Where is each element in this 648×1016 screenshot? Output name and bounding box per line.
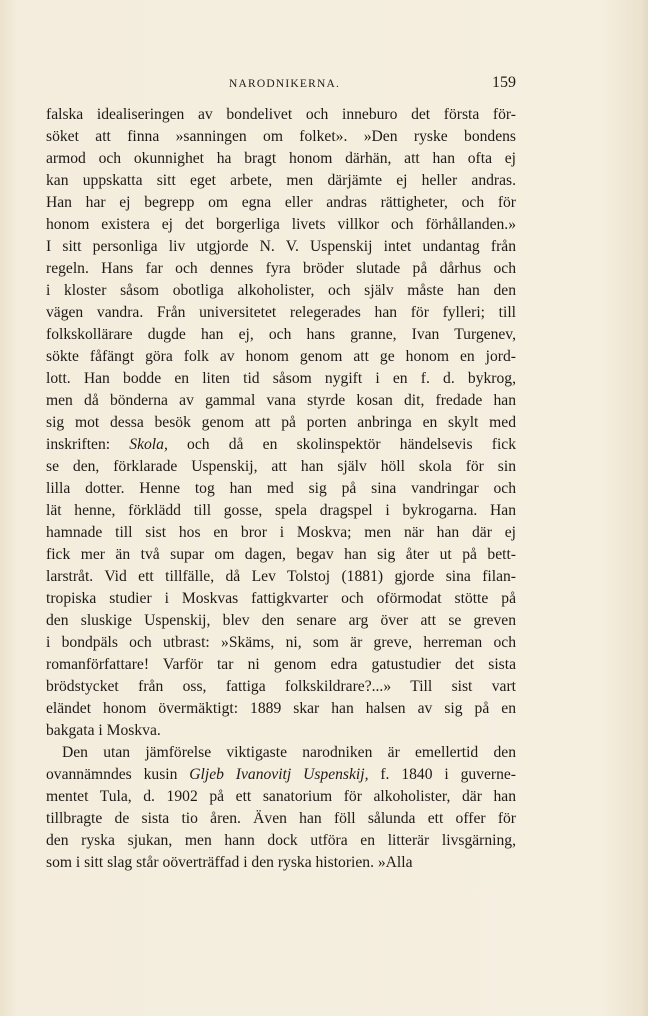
text-line: larstråt. Vid ett tillfälle, då Lev Tolstoj (1881) gjorde sina filan- (46, 568, 516, 585)
text-line: ovannämndes kusin Gljeb Ivanovitj Uspenskij, f. 1840 i guverne- (46, 766, 517, 783)
text-line: lilla dotter. Henne tog han med sig på sina vandringar och (46, 480, 516, 497)
text-line: tillbragte de sista tio åren. Även han föll sålunda ett offer för (46, 810, 516, 827)
text-line: tropiska studier i Moskvas fattigkvarter och oförmodat stötte på (46, 590, 516, 607)
text-line: vägen vandra. Från universitetet relegerades han för fylleri; till (46, 304, 516, 321)
text-line: brödstycket från oss, fattiga folkskildrare?...» Till sist vart (46, 678, 516, 695)
text-line: i kloster såsom obotliga alkoholister, och själv måste han den (46, 282, 516, 299)
text-line: kan uppskatta sitt eget arbete, men därjämte ej heller andras. (46, 172, 516, 189)
text-line: romanförfattare! Varför tar ni genom edra gatustudier det sista (46, 656, 516, 673)
text-line: söket att finna »sanningen om folket». »Den ryske bondens (46, 128, 516, 145)
text-line: falska idealiseringen av bondelivet och inneburo det första för- (46, 106, 516, 123)
italic-term: Skola, (129, 436, 168, 453)
text-line: folkskollärare dugde han ej, och hans granne, Ivan Turgenev, (46, 326, 516, 343)
running-head: NARODNIKERNA. (229, 78, 341, 90)
text-line: som i sitt slag står oöverträffad i den ryska historien. »Alla (46, 854, 413, 871)
text-line: sig mot dessa besök genom att på porten anbringa en skylt med (46, 414, 516, 431)
text-line: se den, förklarade Uspenskij, att han själv höll skola för sin (46, 458, 516, 475)
text-line: sökte fåfängt göra folk av honom genom att ge honom en jord- (46, 348, 516, 365)
italic-term: Gljeb Ivanovitj Uspenskij, (189, 766, 369, 783)
text-line: fick mer än två supar om dagen, begav han sig åter ut på bett- (46, 546, 516, 563)
text-line: hamnade till sist hos en bror i Moskva; men när han där ej (46, 524, 516, 541)
text-line: lott. Han bodde en liten tid såsom nygift i en f. d. bykrog, (46, 370, 516, 387)
text-line: armod och okunnighet ha bragt honom därhän, att han ofta ej (46, 150, 516, 167)
page-header (46, 74, 516, 98)
body-text (46, 104, 516, 874)
text-line: den ryska sjukan, men hann dock utföra en litterär livsgärning, (46, 832, 516, 849)
text-line: honom existera ej det borgerliga livets villkor och förhållanden.» (46, 216, 516, 233)
text-line: Den utan jämförelse viktigaste narodniken är emellertid den (62, 744, 516, 761)
text-line: regeln. Hans far och dennes fyra bröder slutade på dårhus och (46, 260, 516, 277)
text-line: men då bönderna av gammal vana styrde kosan dit, fredade han (46, 392, 516, 409)
text-line: I sitt personliga liv utgjorde N. V. Uspenskij intet undantag från (46, 238, 516, 255)
text-line: Han har ej begrepp om egna eller andras rättigheter, och för (46, 194, 516, 211)
text-line: den sluskige Uspenskij, blev den senare arg över att se greven (46, 612, 516, 629)
page-number: 159 (492, 74, 516, 91)
text-line: i bondpäls och utbrast: »Skäms, ni, som är greve, herreman och (46, 634, 516, 651)
text-line: inskriften: Skola, och då en skolinspektör händelsevis fick (46, 436, 516, 453)
text-line: lät henne, förklädd till gosse, spela dragspel i bykrogarna. Han (46, 502, 516, 519)
text-line: bakgata i Moskva. (46, 722, 161, 739)
text-line: eländet honom övermäktigt: 1889 skar han halsen av sig på en (46, 700, 516, 717)
text-line: mentet Tula, d. 1902 på ett sanatorium för alkoholister, där han (46, 788, 516, 805)
